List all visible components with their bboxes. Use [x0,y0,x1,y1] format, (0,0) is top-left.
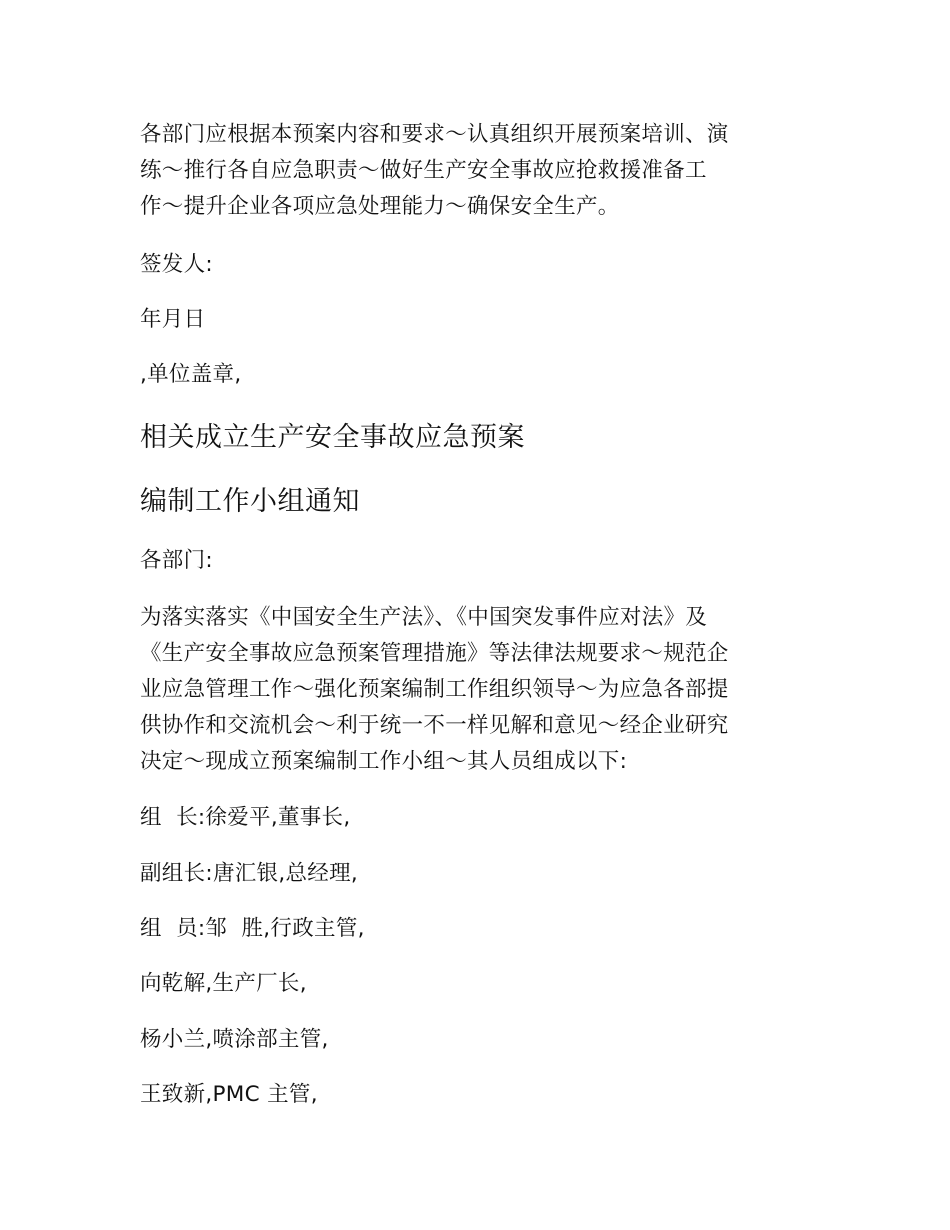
document-title-line-1: 相关成立生产安全事故应急预案 [140,422,525,453]
document-title-line-2: 编制工作小组通知 [140,486,360,517]
member-staff: 组 员:邹 胜,行政主管, [140,916,365,941]
intro-line: 各部门应根据本预案内容和要求～认真组织开展预案培训、演 [140,122,729,147]
date-line: 年月日 [140,307,206,332]
salutation: 各部门: [140,548,213,573]
member-item: 杨小兰,喷涂部主管, [140,1027,329,1052]
signer-label: 签发人: [140,252,213,277]
body-line: 《生产安全事故应急预案管理措施》等法律法规要求～规范企 [140,641,729,666]
seal-note: ,单位盖章, [140,362,242,387]
member-deputy-leader: 副组长:唐汇银,总经理, [140,861,359,886]
member-item: 王致新,PMC 主管, [140,1082,318,1107]
intro-line: 作～提升企业各项应急处理能力～确保安全生产。 [140,194,620,219]
intro-line: 练～推行各自应急职责～做好生产安全事故应抢救援准备工 [140,158,707,183]
body-paragraph [140,600,810,780]
body-line: 为落实落实《中国安全生产法》、《中国突发事件应对法》及 [140,605,708,630]
body-line: 供协作和交流机会～利于统一不一样见解和意见～经企业研究 [140,713,729,738]
member-leader: 组 长:徐爱平,董事长, [140,805,351,830]
body-line: 决定～现成立预案编制工作小组～其人员组成以下: [140,749,628,774]
intro-paragraph [140,117,810,225]
body-line: 业应急管理工作～强化预案编制工作组织领导～为应急各部提 [140,677,729,702]
member-item: 向乾解,生产厂长, [140,971,307,996]
